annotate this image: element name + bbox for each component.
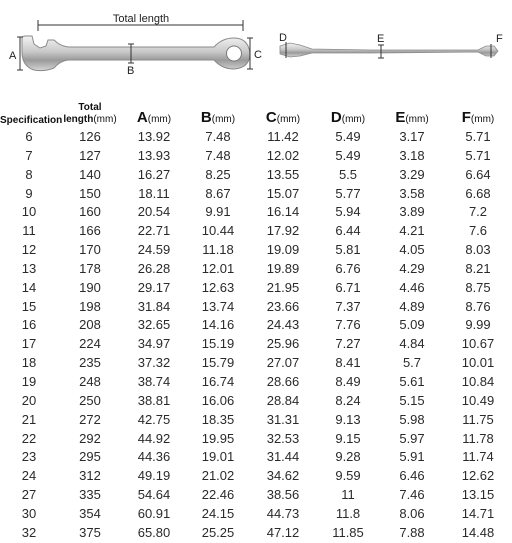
header-total-unit: (mm) [93,114,117,125]
table-row [0,241,512,260]
total-length-label: Total length [112,13,170,25]
cell-e: 4.29 [399,260,425,276]
cell-d: 5.49 [335,147,361,163]
cell-spec: 27 [21,487,37,503]
header-d [316,92,380,128]
cell-a: 13.93 [137,147,171,163]
cell-b: 24.15 [201,505,235,521]
cell-c: 38.56 [266,487,300,503]
table-row [0,260,512,279]
cell-f: 10.84 [461,373,495,389]
cell-e: 6.46 [399,468,425,484]
cell-spec: 9 [25,185,33,201]
header-a-unit: (mm) [147,114,172,125]
cell-d: 7.27 [335,336,361,352]
cell-d: 7.37 [335,298,361,314]
cell-total-length: 166 [79,223,101,239]
cell-e: 3.29 [399,166,425,182]
specification-table [0,92,512,543]
cell-c: 13.55 [266,166,300,182]
cell-f: 11.74 [462,449,494,465]
cell-a: 65.80 [137,524,171,540]
cell-spec: 16 [21,317,37,333]
cell-b: 10.44 [201,223,235,239]
cell-a: 44.36 [137,449,171,465]
cell-total-length: 140 [79,166,101,182]
wrench-side-view [22,36,250,71]
header-total-line1: Total [78,102,102,113]
cell-spec: 11 [22,223,36,239]
cell-e: 3.58 [399,185,425,201]
cell-b: 11.18 [202,242,234,258]
cell-b: 13.74 [201,298,235,314]
cell-f: 8.76 [465,298,491,314]
cell-c: 24.43 [266,317,300,333]
cell-e: 4.46 [399,279,425,295]
cell-a: 38.74 [137,373,171,389]
cell-d: 9.13 [335,411,361,427]
cell-total-length: 208 [79,317,101,333]
cell-b: 8.67 [205,185,231,201]
cell-d: 9.59 [335,468,361,484]
cell-c: 19.89 [266,260,300,276]
cell-a: 29.17 [137,279,171,295]
cell-f: 13.15 [461,487,495,503]
table-row [0,392,512,411]
cell-e: 5.15 [399,392,425,408]
cell-a: 60.91 [137,505,171,521]
cell-spec: 15 [21,298,37,314]
cell-d: 11.8 [335,505,361,521]
cell-b: 16.74 [201,373,235,389]
cell-b: 25.25 [201,524,235,540]
cell-a: 26.28 [137,260,171,276]
cell-c: 25.96 [266,336,300,352]
header-e [380,92,444,128]
wrench-top-view [280,43,498,57]
dim-c-label: C [254,49,262,61]
cell-e: 4.21 [399,223,425,239]
cell-b: 14.16 [201,317,235,333]
cell-a: 44.92 [137,430,171,446]
header-f [444,92,512,128]
cell-spec: 6 [25,129,33,144]
cell-e: 5.09 [399,317,425,333]
cell-e: 5.7 [402,355,422,371]
cell-spec: 22 [21,430,37,446]
cell-c: 16.14 [266,204,300,220]
cell-f: 6.68 [465,185,491,201]
cell-e: 7.46 [399,487,425,503]
cell-total-length: 354 [79,505,101,521]
cell-a: 54.64 [137,487,171,503]
header-a [122,92,186,128]
cell-spec: 17 [21,336,37,352]
cell-e: 4.05 [399,242,425,258]
cell-total-length: 248 [79,373,101,389]
cell-c: 15.07 [266,185,300,201]
table-row [0,448,512,467]
cell-f: 5.71 [465,147,491,163]
cell-f: 8.03 [465,242,491,258]
dim-d-label: D [279,32,287,44]
cell-spec: 7 [25,147,33,163]
cell-d: 7.76 [335,317,361,333]
header-e-unit: (mm) [405,114,429,125]
cell-e: 5.91 [399,449,425,465]
cell-f: 7.2 [468,204,488,220]
cell-e: 3.89 [399,204,425,220]
cell-total-length: 160 [79,204,101,220]
cell-f: 14.71 [461,505,495,521]
cell-a: 31.84 [137,298,171,314]
table-row [0,486,512,505]
cell-spec: 20 [21,392,37,408]
cell-f: 6.64 [465,166,491,182]
header-c-unit: (mm) [276,114,301,125]
cell-e: 5.98 [399,411,425,427]
cell-spec: 19 [21,373,37,389]
cell-d: 6.71 [335,279,361,295]
cell-total-length: 190 [79,279,101,295]
cell-d: 8.24 [335,392,361,408]
cell-spec: 14 [21,279,37,295]
cell-f: 10.01 [461,355,495,371]
dim-f-label: F [496,33,503,45]
cell-spec: 8 [25,166,33,182]
cell-e: 7.88 [399,524,425,540]
cell-a: 16.27 [137,166,171,182]
cell-c: 27.07 [266,355,300,371]
cell-b: 19.95 [201,430,235,446]
cell-a: 38.81 [137,392,171,408]
cell-c: 23.66 [266,298,300,314]
cell-d: 6.44 [335,223,361,239]
cell-f: 7.6 [468,223,488,239]
cell-spec: 23 [21,449,37,465]
cell-f: 10.67 [461,336,495,352]
cell-f: 10.49 [461,392,495,408]
cell-spec: 12 [21,242,37,258]
cell-c: 17.92 [266,223,300,239]
cell-f: 11.78 [462,430,494,446]
cell-f: 14.48 [461,524,495,540]
cell-e: 4.84 [399,336,425,352]
cell-spec: 30 [21,505,37,521]
header-f-unit: (mm) [470,114,495,125]
table-row [0,354,512,373]
cell-b: 9.91 [205,204,231,220]
cell-d: 5.94 [335,204,361,220]
cell-b: 12.01 [201,260,235,276]
header-c-letter: C [265,109,277,126]
cell-f: 9.99 [465,317,491,333]
table-row [0,128,512,147]
cell-c: 34.62 [266,468,300,484]
table-row [0,467,512,486]
cell-c: 21.95 [266,279,300,295]
dim-a-label: A [9,50,17,62]
cell-e: 5.97 [399,430,425,446]
cell-total-length: 150 [79,185,101,201]
cell-f: 12.62 [461,468,495,484]
cell-total-length: 292 [79,430,101,446]
cell-f: 8.75 [465,279,491,295]
header-e-letter: E [395,109,406,126]
cell-c: 28.66 [266,373,300,389]
table-row [0,185,512,204]
cell-b: 7.48 [205,129,231,144]
wrench-dimension-diagram [0,0,512,92]
table-row [0,524,512,543]
header-b [186,92,250,128]
table-row [0,335,512,354]
table-row [0,411,512,430]
cell-total-length: 250 [79,392,101,408]
header-b-unit: (mm) [211,114,236,125]
cell-d: 5.49 [335,129,361,144]
cell-d: 6.76 [335,260,361,276]
cell-a: 22.71 [137,223,171,239]
header-total-line2: length [63,114,94,125]
cell-total-length: 295 [79,449,101,465]
cell-d: 11 [341,487,355,503]
cell-f: 5.71 [465,129,491,144]
cell-a: 37.32 [137,355,171,371]
table-row [0,373,512,392]
cell-f: 8.21 [465,260,491,276]
cell-total-length: 126 [79,129,101,144]
header-f-letter: F [461,109,471,126]
cell-total-length: 312 [79,468,101,484]
cell-a: 24.59 [137,242,171,258]
cell-c: 28.84 [266,392,300,408]
cell-a: 32.65 [137,317,171,333]
cell-c: 47.12 [266,524,300,540]
cell-b: 12.63 [201,279,235,295]
cell-a: 34.97 [137,336,171,352]
header-d-letter: D [330,109,342,126]
cell-total-length: 198 [79,298,101,314]
cell-a: 13.92 [137,129,171,144]
cell-e: 3.18 [399,147,425,163]
cell-total-length: 127 [79,147,101,163]
dim-e-label: E [377,33,385,45]
cell-c: 12.02 [266,147,300,163]
cell-c: 32.53 [266,430,300,446]
header-row [0,92,512,128]
cell-total-length: 375 [79,524,101,540]
cell-d: 5.81 [335,242,361,258]
cell-total-length: 235 [79,355,101,371]
cell-spec: 32 [21,524,37,540]
cell-d: 8.49 [335,373,361,389]
header-d-unit: (mm) [341,114,366,125]
cell-total-length: 224 [79,336,101,352]
cell-a: 18.11 [138,185,170,201]
cell-b: 15.19 [201,336,235,352]
cell-d: 5.5 [338,166,358,182]
cell-b: 21.02 [201,468,235,484]
cell-d: 9.28 [335,449,361,465]
cell-total-length: 178 [79,260,101,276]
cell-b: 15.79 [201,355,235,371]
cell-spec: 18 [21,355,37,371]
cell-f: 11.75 [462,411,494,427]
cell-c: 44.73 [266,505,300,521]
cell-b: 7.48 [205,147,231,163]
cell-b: 8.25 [205,166,231,182]
cell-b: 18.35 [201,411,235,427]
cell-total-length: 170 [79,242,101,258]
cell-c: 31.31 [266,411,300,427]
cell-a: 42.75 [137,411,171,427]
cell-total-length: 335 [79,487,101,503]
cell-e: 3.17 [399,129,425,144]
cell-d: 5.77 [335,185,361,201]
cell-b: 19.01 [201,449,235,465]
table-row [0,147,512,166]
cell-spec: 21 [21,411,37,427]
header-a-letter: A [136,109,148,126]
dim-b-label: B [127,65,135,77]
cell-spec: 10 [21,204,37,220]
cell-spec: 24 [21,468,37,484]
cell-d: 11.85 [332,524,364,540]
table-row [0,279,512,298]
cell-e: 5.61 [399,373,425,389]
cell-c: 31.44 [266,449,300,465]
table-body [0,128,512,543]
table-row [0,430,512,449]
cell-b: 22.46 [201,487,235,503]
cell-c: 19.09 [266,242,300,258]
cell-c: 11.42 [267,129,299,144]
cell-b: 16.06 [201,392,235,408]
header-total-length [58,92,122,128]
header-b-letter: B [200,109,212,126]
table-row [0,166,512,185]
header-c [250,92,316,128]
cell-a: 49.19 [137,468,171,484]
table-row [0,298,512,317]
cell-e: 4.89 [399,298,425,314]
cell-e: 8.06 [399,505,425,521]
header-specification: Specification [0,115,63,126]
table-row [0,316,512,335]
cell-d: 8.41 [335,355,361,371]
cell-spec: 13 [21,260,37,276]
table-row [0,203,512,222]
table-row [0,222,512,241]
table-row [0,505,512,524]
cell-d: 9.15 [335,430,361,446]
cell-total-length: 272 [79,411,101,427]
cell-a: 20.54 [137,204,171,220]
